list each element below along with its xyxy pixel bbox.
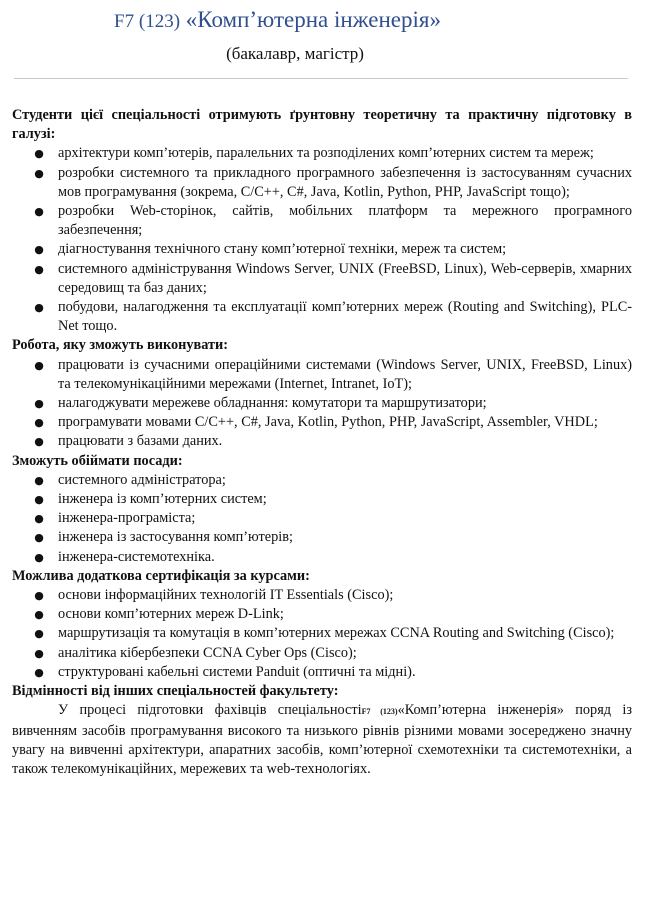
list-item: [12, 356, 632, 394]
bullet-icon: ●: [34, 435, 44, 449]
certification-list: [12, 586, 632, 682]
list-item: [12, 202, 632, 240]
list-item: [12, 663, 632, 682]
section-certification: [12, 567, 632, 682]
list-item-text: структуровані кабельні системи Panduit (оптичні та мідні).: [58, 663, 416, 680]
list-item-text: системного адміністрування Windows Server, UNIX (FreeBSD, Linux), Web-серверів, хмарних середовищ та баз даних;: [58, 260, 632, 296]
list-item-text: програмувати мовами C/C++, C#, Java, Kotlin, Python, PHP, JavaScript, Assembler, VHDL;: [58, 414, 598, 431]
bullet-icon: ●: [34, 473, 44, 487]
list-item-text: діагностування технічного стану комп’ютерної техніки, мереж та систем;: [58, 241, 507, 258]
section-positions: [12, 452, 632, 567]
bullet-icon: ●: [34, 493, 44, 507]
list-item-text: працювати із сучасними операційними системами (Windows Server, UNIX, FreeBSD, Linux) та телекомунікаційними мережами (Internet, Intranet, IoT);: [58, 356, 632, 392]
list-item: [12, 624, 632, 643]
work-list: [12, 356, 632, 452]
section-work: [12, 336, 632, 451]
list-item: [12, 413, 632, 432]
bullet-icon: ●: [34, 550, 44, 564]
specialty-name: «Комп’ютерна інженерія»: [185, 7, 441, 32]
bullet-icon: ●: [34, 166, 44, 180]
list-item: [12, 298, 632, 336]
bullet-icon: ●: [34, 205, 44, 219]
list-item-text: побудови, налагодження та експлуатації комп’ютерних мереж (Routing and Switching), PLC-Net тощо.: [58, 299, 632, 335]
distinctions-paragraph: [12, 701, 632, 779]
document-body: [12, 106, 632, 779]
list-item: [12, 432, 632, 451]
list-item-text: маршрутизація та комутація в комп’ютерних мережах CCNA Routing and Switching (Cisco);: [58, 625, 615, 642]
list-item: [12, 605, 632, 624]
bullet-icon: ●: [34, 397, 44, 411]
bullet-icon: ●: [34, 243, 44, 257]
list-item: [12, 528, 632, 547]
list-item: [12, 490, 632, 509]
bullet-icon: ●: [34, 589, 44, 603]
list-item: [12, 548, 632, 567]
list-item-text: налагоджувати мережеве обладнання: комутатори та маршрутизатори;: [58, 395, 487, 412]
positions-list: [12, 471, 632, 567]
list-item: [12, 144, 632, 163]
bullet-icon: ●: [34, 358, 44, 372]
specialty-code-small: F7 (123): [361, 707, 398, 717]
section-heading: Робота, яку зможуть виконувати:: [12, 337, 229, 354]
section-distinctions: [12, 682, 632, 779]
list-item-text: архітектури комп’ютерів, паралельних та розподілених комп’ютерних систем та мереж;: [58, 145, 594, 162]
bullet-icon: ●: [34, 512, 44, 526]
bullet-icon: ●: [34, 301, 44, 315]
bullet-icon: ●: [34, 665, 44, 679]
list-item-text: працювати з базами даних.: [58, 433, 223, 450]
list-item: [12, 509, 632, 528]
degree-levels: (бакалавр, магістр): [226, 44, 364, 63]
paragraph-text-end: «Комп’ютерна інженерія» поряд із вивченням засобів програмування високого та низького рівнів різними мовами зосереджено значну увагу на вивченні архітектури, апаратних засобів, комп’ютерної схемотехніки та системотехніки, а також телекомунікаційних, мережевих та web-технологіях.: [12, 702, 632, 777]
list-item-text: інженера-програміста;: [58, 510, 196, 527]
list-item-text: розробки системного та прикладного програмного забезпечення із застосуванням сучасних мов програмування (зокрема, C/C++, C#, Java, Kotlin, Python, PHP, JavaScript тощо);: [58, 164, 632, 200]
list-item: [12, 644, 632, 663]
list-item: [12, 260, 632, 298]
section-training: [12, 106, 632, 336]
page-title: [0, 6, 555, 36]
bullet-icon: ●: [34, 262, 44, 276]
list-item: [12, 586, 632, 605]
bullet-icon: ●: [34, 531, 44, 545]
list-item-text: основи інформаційних технологій IT Essentials (Cisco);: [58, 587, 394, 604]
list-item: [12, 471, 632, 490]
specialty-code: F7 (123): [114, 11, 181, 32]
list-item-text: інженера-системотехніка.: [58, 548, 215, 565]
bullet-icon: ●: [34, 416, 44, 430]
section-heading: Можлива додаткова сертифікація за курсами:: [12, 567, 310, 584]
paragraph-text-start: У процесі підготовки фахівців спеціальності: [58, 702, 362, 719]
training-list: [12, 144, 632, 336]
list-item: [12, 394, 632, 413]
list-item-text: розробки Web-сторінок, сайтів, мобільних платформ та мережного програмного забезпечення;: [58, 203, 632, 239]
list-item-text: інженера із комп’ютерних систем;: [58, 491, 267, 508]
list-item: [12, 240, 632, 259]
bullet-icon: ●: [34, 147, 44, 161]
bullet-icon: ●: [34, 627, 44, 641]
horizontal-divider: [14, 78, 628, 79]
list-item-text: основи комп’ютерних мереж D-Link;: [58, 606, 284, 623]
bullet-icon: ●: [34, 646, 44, 660]
bullet-icon: ●: [34, 608, 44, 622]
section-heading: Зможуть обіймати посади:: [12, 452, 183, 469]
section-heading: Відмінності від інших спеціальностей факультету:: [12, 683, 339, 700]
list-item-text: інженера із застосування комп’ютерів;: [58, 529, 293, 546]
list-item-text: системного адміністратора;: [58, 471, 226, 488]
section-heading: Студенти цієї спеціальності отримують ґрунтовну теоретичну та практичну підготовку в галузі:: [12, 107, 632, 143]
list-item-text: аналітика кібербезпеки CCNA Cyber Ops (Cisco);: [58, 644, 357, 661]
list-item: [12, 164, 632, 202]
